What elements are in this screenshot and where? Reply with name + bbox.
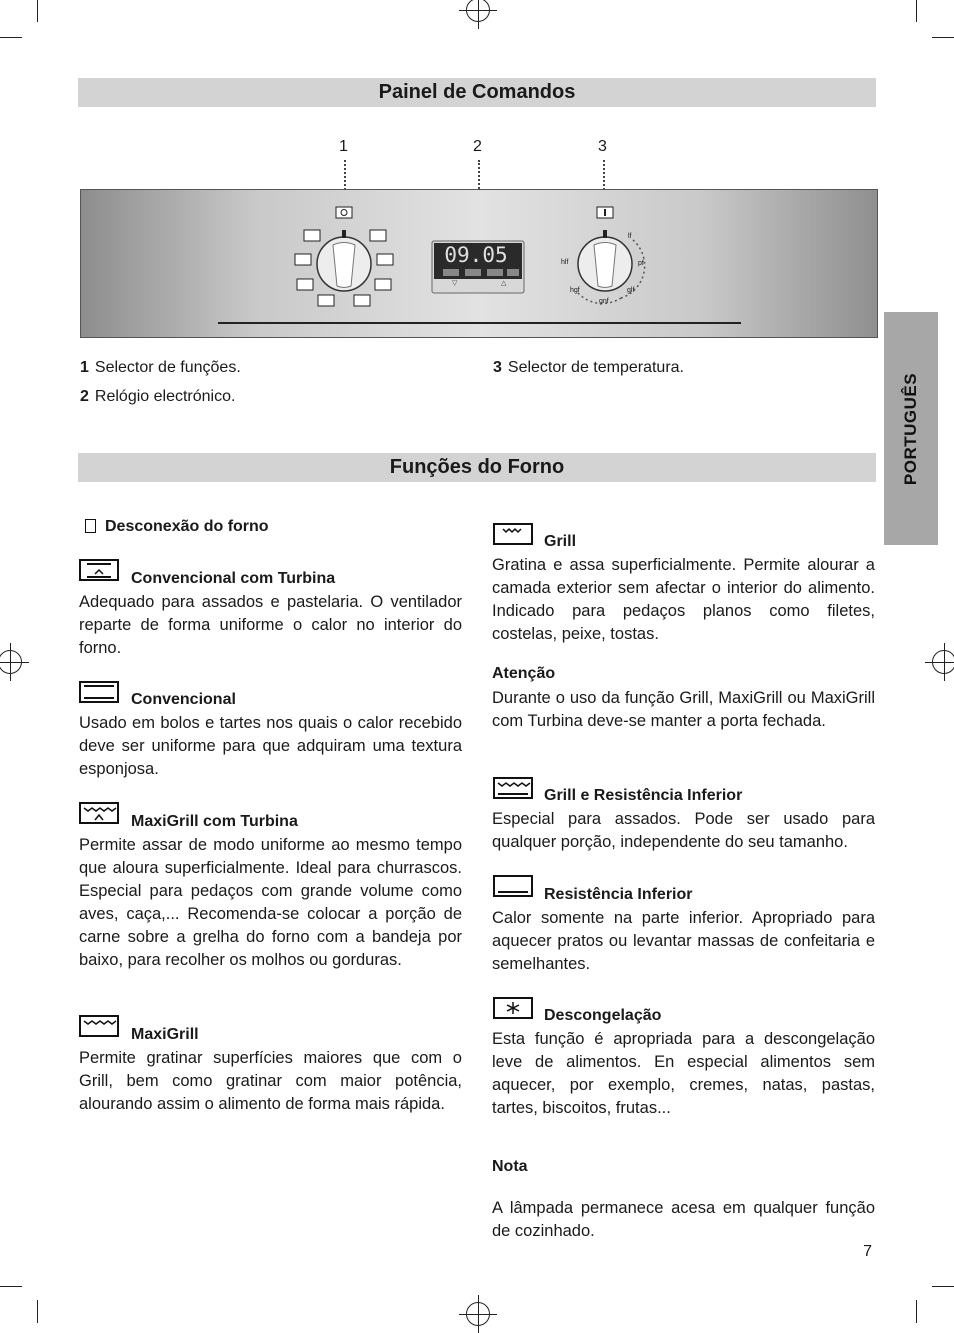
section-header-control-panel: Painel de Comandos	[78, 78, 876, 107]
crop-mark	[916, 0, 917, 22]
note-title: Nota	[492, 1158, 528, 1175]
registration-mark	[466, 1302, 490, 1326]
callout-1: 1	[339, 138, 348, 155]
fan-conventional-icon	[79, 559, 119, 581]
function-text-maxigrill-fan: Permite assar de modo uniforme ao mesmo tempo que aloura superficialmente. Ideal para churrascos. Especial para pedaços com grande volume como aves, caça,... Recomenda-se colocar a porção de carne sobre a grelha do forno com a bandeja por baixo, para recolher os molhos ou gorduras.	[79, 836, 462, 969]
function-text-grill: Gratina e assa superficialmente. Permite alourar a camada exterior sem afectar o interior do alimento. Indicado para pedaços planos como filetes, costelas, peixe, tostas.	[492, 556, 875, 643]
svg-text:▽: ▽	[452, 279, 458, 287]
callout-2: 2	[473, 138, 482, 155]
crop-mark	[932, 1286, 954, 1287]
crop-mark	[0, 1286, 22, 1287]
temp-mark: glf	[627, 287, 635, 294]
function-title-fan-conventional: Convencional com Turbina	[131, 570, 336, 587]
defrost-icon	[493, 997, 533, 1019]
temp-mark: pf	[638, 260, 644, 267]
temp-mark: lf	[628, 233, 632, 240]
function-title-maxigrill: MaxiGrill	[131, 1026, 199, 1043]
function-text-bottom: Calor somente na parte inferior. Apropriado para aquecer pratos ou levantar massas de confeitaria e semelhantes.	[492, 909, 875, 973]
grill-icon	[493, 523, 533, 545]
clock-display: 09.05	[444, 243, 508, 267]
bottom-heat-icon	[493, 875, 533, 897]
note-text: A lâmpada permanece acesa em qualquer função de cozinhado.	[492, 1199, 875, 1240]
maxigrill-icon	[79, 1015, 119, 1037]
callout-3: 3	[598, 138, 607, 155]
language-tab: PORTUGUÊS	[884, 312, 938, 545]
registration-mark	[0, 650, 22, 674]
oven-control-panel	[80, 189, 878, 338]
crop-mark	[0, 37, 22, 38]
crop-mark	[932, 37, 954, 38]
function-title-maxigrill-fan: MaxiGrill com Turbina	[131, 813, 298, 830]
function-title-off: Desconexão do forno	[105, 518, 269, 535]
function-title-defrost: Descongelação	[544, 1007, 662, 1024]
registration-mark	[466, 0, 490, 22]
temperature-selector-knob	[578, 207, 645, 303]
svg-text:△: △	[501, 279, 507, 287]
function-text-fan-conventional: Adequado para assados e pastelaria. O ventilador reparte de forma uniforme o calor no interior do forno.	[79, 593, 462, 657]
legend-item-1: 1 Selector de funções.	[80, 359, 241, 376]
legend-item-2: 2 Relógio electrónico.	[80, 388, 236, 405]
function-title-grill: Grill	[544, 533, 577, 550]
attention-text: Durante o uso da função Grill, MaxiGrill ou MaxiGrill com Turbina deve-se manter a porta fechada.	[492, 689, 875, 730]
function-title-bottom: Resistência Inferior	[544, 886, 693, 903]
grill-bottom-icon	[493, 777, 533, 799]
crop-mark	[916, 1300, 917, 1323]
function-text-grill-bottom: Especial para assados. Pode ser usado para qualquer porção, independente do seu tamanho.	[492, 810, 875, 851]
function-text-defrost: Esta função é apropriada para a descongelação leve de alimentos. En especial alimentos sem aquecer, por exemplo, cremes, natas, pastas, tartes, biscoitos, frutas...	[492, 1030, 875, 1117]
temp-mark: hgf	[570, 287, 580, 294]
attention-title: Atenção	[492, 665, 556, 682]
page-number: 7	[863, 1243, 872, 1260]
function-title-grill-bottom: Grill e Resistência Inferior	[544, 787, 743, 804]
function-text-conventional: Usado em bolos e tartes nos quais o calor recebido deve ser uniforme para que adquiram uma textura esponjosa.	[79, 714, 462, 778]
crop-mark	[37, 1300, 38, 1323]
temp-mark: hlf	[561, 259, 569, 266]
section-header-oven-functions: Funções do Forno	[78, 453, 876, 482]
registration-mark	[932, 650, 954, 674]
temp-mark: gnf	[599, 298, 609, 305]
crop-mark	[37, 0, 38, 22]
function-text-maxigrill: Permite gratinar superfícies maiores que com o Grill, bem como gratinar com maior potência, alourando assim o alimento de forma mais rápida.	[79, 1049, 462, 1113]
conventional-icon	[79, 681, 119, 703]
maxigrill-fan-icon	[79, 802, 119, 824]
function-title-conventional: Convencional	[131, 691, 236, 708]
legend-item-3: 3 Selector de temperatura.	[493, 359, 684, 376]
off-icon	[85, 519, 96, 533]
function-selector-knob	[295, 207, 393, 306]
